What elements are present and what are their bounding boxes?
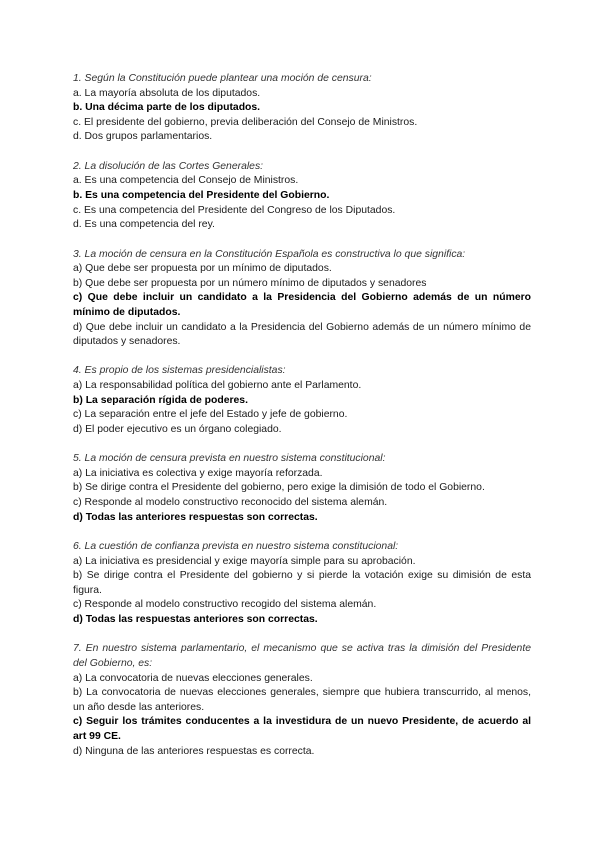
correct-answer-option: d) Todas las anteriores respuestas son correctas. <box>73 511 318 523</box>
question-1 <box>73 72 531 145</box>
answer-option: d) Que debe incluir un candidato a la Presidencia del Gobierno además de un número mínimo de diputados y senadores. <box>73 321 531 348</box>
answer-option: b) Se dirige contra el Presidente del gobierno, pero exige la dimisión de todo el Gobierno. <box>73 482 485 494</box>
answer-option: a. Es una competencia del Consejo de Ministros. <box>73 175 299 187</box>
answer-option: c) La separación entre el jefe del Estado y jefe de gobierno. <box>73 409 348 421</box>
answer-option: c) Responde al modelo constructivo reconocido del sistema alemán. <box>73 497 388 509</box>
answer-option: a) La convocatoria de nuevas elecciones generales. <box>73 672 313 684</box>
answer-option: a) Que debe ser propuesta por un mínimo de diputados. <box>73 263 332 275</box>
answer-option: d) Ninguna de las anteriores respuestas es correcta. <box>73 745 315 757</box>
answer-option: c) Responde al modelo constructivo recogido del sistema alemán. <box>73 599 377 611</box>
answer-option: b) La convocatoria de nuevas elecciones generales, siempre que hubiera transcurrido, al menos, un año desde las anteriores. <box>73 687 531 713</box>
question-3 <box>73 248 531 350</box>
answer-option: d. Dos grupos parlamentarios. <box>73 131 213 143</box>
answer-option: a. La mayoría absoluta de los diputados. <box>73 87 261 99</box>
answer-option: a) La responsabilidad política del gobierno ante el Parlamento. <box>73 380 362 392</box>
question-text: 1. Según la Constitución puede plantear una moción de censura: <box>73 73 372 84</box>
correct-answer-option: b. Es una competencia del Presidente del Gobierno. <box>73 189 330 201</box>
question-text: 6. La cuestión de confianza prevista en nuestro sistema constitucional: <box>73 541 399 553</box>
answer-option: c. El presidente del gobierno, previa deliberación del Consejo de Ministros. <box>73 116 418 128</box>
question-7 <box>73 642 531 759</box>
question-4 <box>73 364 531 437</box>
question-text: 5. La moción de censura prevista en nuestro sistema constitucional: <box>73 453 386 465</box>
answer-option: b) Se dirige contra el Presidente del gobierno y si pierde la votación exige su dimisión de esta figura. <box>73 570 531 596</box>
question-text: 4. Es propio de los sistemas presidencialistas: <box>73 365 286 377</box>
question-text: 7. En nuestro sistema parlamentario, el mecanismo que se activa tras la dimisión del Presidente del Gobierno, es: <box>73 643 531 669</box>
question-5 <box>73 452 531 525</box>
answer-option: c. Es una competencia del Presidente del Congreso de los Diputados. <box>73 204 396 216</box>
correct-answer-option: b. Una décima parte de los diputados. <box>73 102 261 114</box>
correct-answer-option: c) Que debe incluir un candidato a la Presidencia del Gobierno además de un número mínimo de diputados. <box>73 292 531 318</box>
answer-option: d) El poder ejecutivo es un órgano colegiado. <box>73 423 282 435</box>
correct-answer-option: c) Seguir los trámites conducentes a la investidura de un nuevo Presidente, de acuerdo al art 99 CE. <box>73 716 531 742</box>
answer-option: b) Que debe ser propuesta por un número mínimo de diputados y senadores <box>73 277 427 289</box>
exam-page <box>73 72 531 774</box>
answer-option: a) La iniciativa es presidencial y exige mayoría simple para su aprobación. <box>73 555 416 567</box>
question-6 <box>73 540 531 628</box>
correct-answer-option: d) Todas las respuestas anteriores son correctas. <box>73 613 318 625</box>
correct-answer-option: b) La separación rígida de poderes. <box>73 394 248 406</box>
answer-option: d. Es una competencia del rey. <box>73 219 215 231</box>
question-text: 3. La moción de censura en la Constitución Española es constructiva lo que significa: <box>73 248 466 260</box>
answer-option: a) La iniciativa es colectiva y exige mayoría reforzada. <box>73 467 323 479</box>
question-2 <box>73 160 531 233</box>
question-text: 2. La disolución de las Cortes Generales: <box>73 160 264 172</box>
